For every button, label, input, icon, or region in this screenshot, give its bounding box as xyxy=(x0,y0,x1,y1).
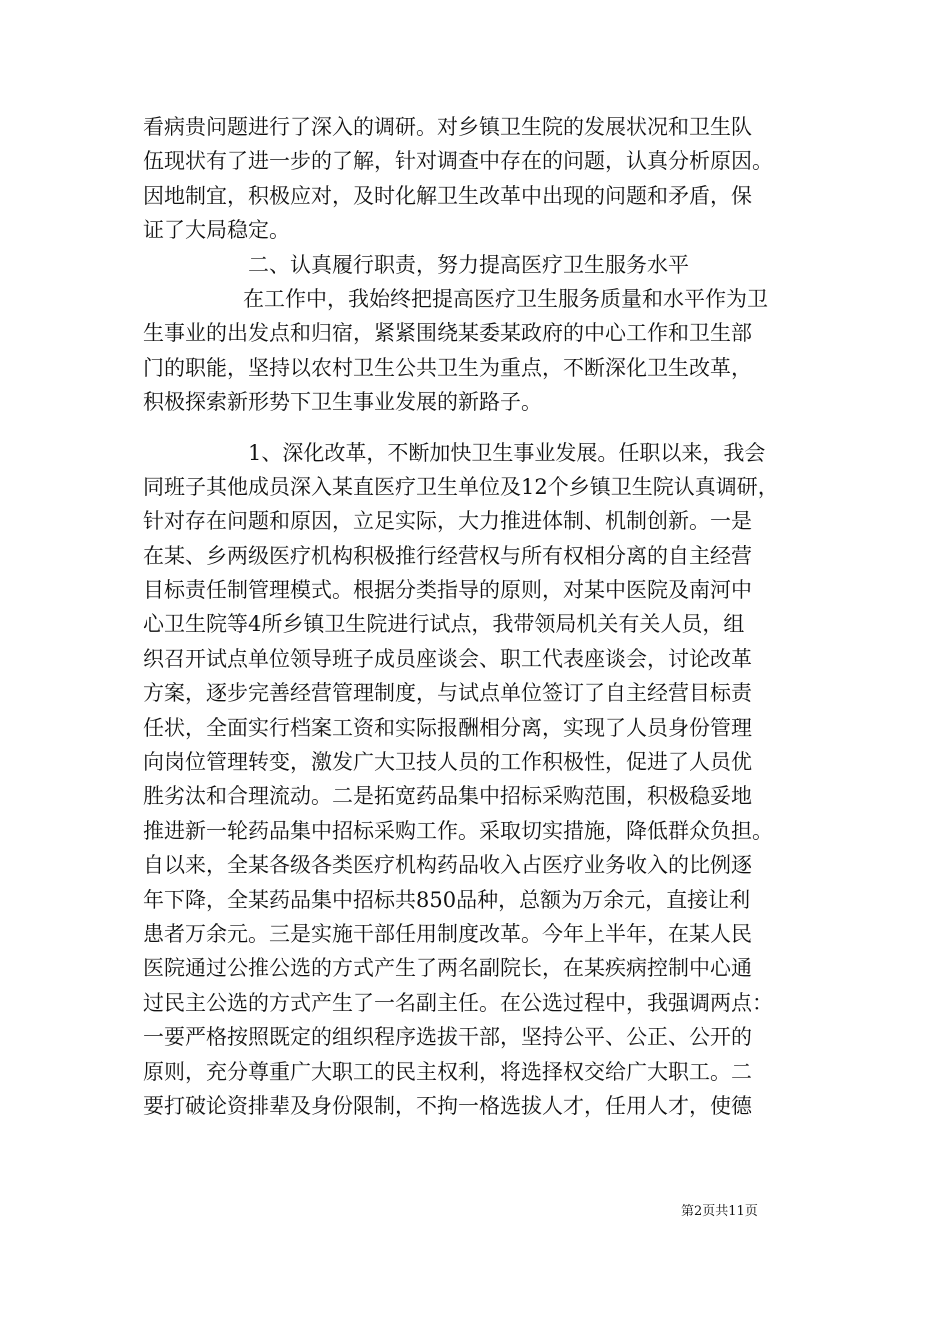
text-line: 过民主公选的方式产生了一名副主任。在公选过程中，我强调两点： xyxy=(143,990,773,1015)
page-number-footer: 第2页共11页 xyxy=(681,1204,758,1219)
paragraph-gap xyxy=(143,420,823,436)
text-line: 胜劣汰和合理流动。二是拓宽药品集中招标采购范围，积极稳妥地 xyxy=(143,784,752,809)
text-line: 门的职能，坚持以农村卫生公共卫生为重点，不断深化卫生改革， xyxy=(143,355,752,380)
text-line: 积极探索新形势下卫生事业发展的新路子。 xyxy=(143,390,542,415)
text-line: 同班子其他成员深入某直医疗卫生单位及12个乡镇卫生院认真调研， xyxy=(143,474,779,499)
text-line: 原则，充分尊重广大职工的民主权利，将选择权交给广大职工。二 xyxy=(143,1059,752,1084)
text-line: 证了大局稳定。 xyxy=(143,218,290,243)
text-line: 一要严格按照既定的组织程序选拔干部，坚持公平、公正、公开的 xyxy=(143,1025,752,1050)
text-line: 自以来，全某各级各类医疗机构药品收入占医疗业务收入的比例逐 xyxy=(143,853,752,878)
body-text xyxy=(143,110,823,1123)
paragraph xyxy=(143,436,823,1124)
paragraph-continuation xyxy=(143,110,823,248)
text-line: 针对存在问题和原因，立足实际，大力推进体制、机制创新。一是 xyxy=(143,509,752,534)
text-line: 织召开试点单位领导班子成员座谈会、职工代表座谈会，讨论改革 xyxy=(143,646,752,671)
section-heading xyxy=(143,248,823,282)
text-line: 看病贵问题进行了深入的调研。对乡镇卫生院的发展状况和卫生队 xyxy=(143,115,752,139)
text-line: 推进新一轮药品集中招标采购工作。采取切实措施，降低群众负担。 xyxy=(143,818,773,843)
text-line: 因地制宜，积极应对，及时化解卫生改革中出现的问题和矛盾，保 xyxy=(143,183,752,208)
text-line: 生事业的出发点和归宿，紧紧围绕某委某政府的中心工作和卫生部 xyxy=(143,321,752,346)
paragraph xyxy=(143,282,823,420)
text-line: 二、认真履行职责，努力提高医疗卫生服务水平 xyxy=(248,252,689,277)
text-line: 方案，逐步完善经营管理制度，与试点单位签订了自主经营目标责 xyxy=(143,681,752,706)
text-line: 在工作中，我始终把提高医疗卫生服务质量和水平作为卫 xyxy=(243,286,768,311)
text-line: 1、深化改革，不断加快卫生事业发展。任职以来，我会 xyxy=(248,440,766,465)
text-line: 目标责任制管理模式。根据分类指导的原则，对某中医院及南河中 xyxy=(143,578,752,603)
text-line: 任状，全面实行档案工资和实际报酬相分离，实现了人员身份管理 xyxy=(143,715,752,740)
text-line: 向岗位管理转变，激发广大卫技人员的工作积极性，促进了人员优 xyxy=(143,750,752,775)
text-line: 患者万余元。三是实施干部任用制度改革。今年上半年，在某人民 xyxy=(143,921,752,946)
text-line: 伍现状有了进一步的了解，针对调查中存在的问题，认真分析原因。 xyxy=(143,149,773,174)
text-line: 医院通过公推公选的方式产生了两名副院长，在某疾病控制中心通 xyxy=(143,956,752,981)
text-line: 要打破论资排辈及身份限制，不拘一格选拔人才，任用人才，使德 xyxy=(143,1093,752,1118)
text-line: 在某、乡两级医疗机构积极推行经营权与所有权相分离的自主经营 xyxy=(143,543,752,568)
text-line: 年下降，全某药品集中招标共850品种，总额为万余元，直接让利 xyxy=(143,887,751,912)
text-line: 心卫生院等4所乡镇卫生院进行试点，我带领局机关有关人员，组 xyxy=(143,612,745,637)
